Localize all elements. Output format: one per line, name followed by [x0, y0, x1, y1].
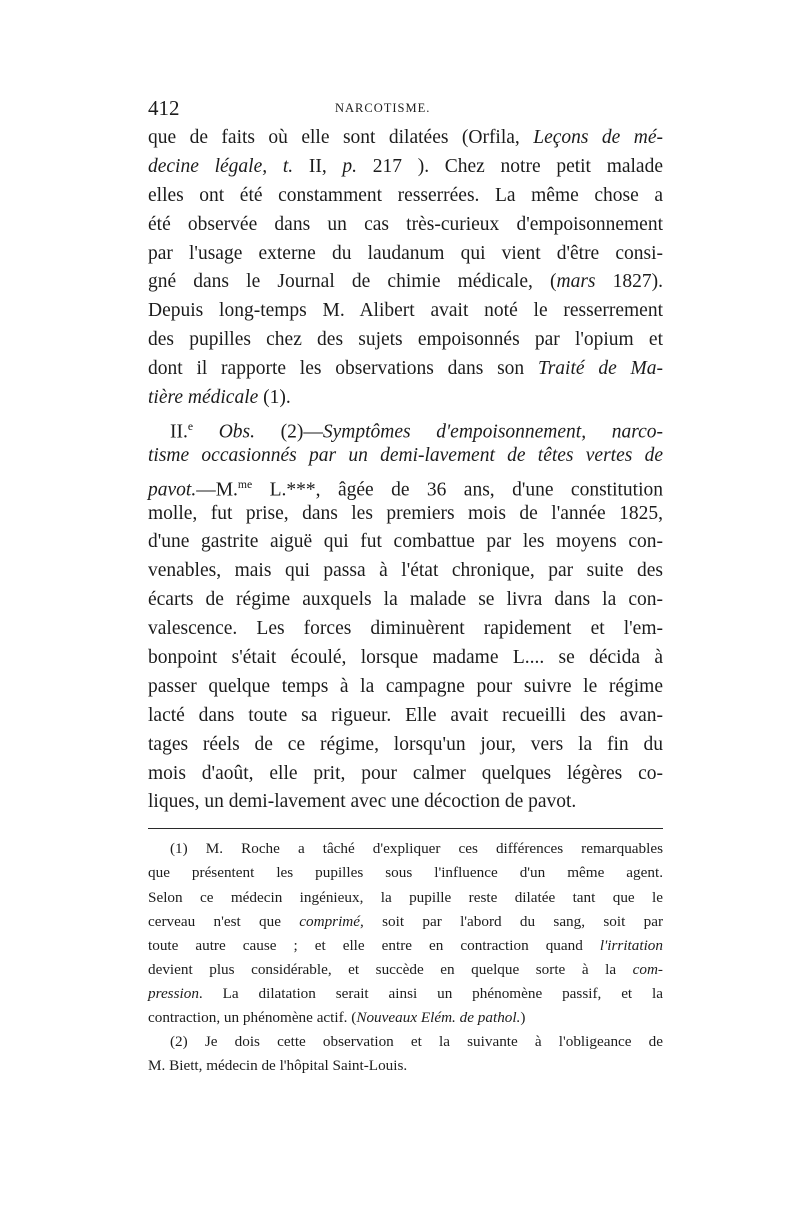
body-line-segment: pavot.: [148, 479, 197, 501]
running-title: NARCOTISME.: [335, 101, 431, 115]
footnote-line: [148, 910, 663, 934]
body-line: [148, 615, 663, 644]
body-line-segment: tages réels de ce régime, lorsqu'un jour, vers la fin du: [148, 733, 663, 755]
body-line-segment: me: [237, 477, 253, 491]
body-line: [148, 124, 663, 153]
body-line: [148, 326, 663, 355]
footnote-line-segment: toute autre cause ; et elle entre en contraction quand: [148, 936, 600, 954]
footnote-line: [148, 1054, 663, 1078]
footnote-line: [148, 1006, 663, 1030]
body-line: [148, 557, 663, 586]
body-line: [148, 644, 663, 673]
body-line: [148, 297, 663, 326]
body-line: [148, 586, 663, 615]
body-line-segment: été observée dans un cas très-curieux d'empoisonnement: [148, 213, 663, 235]
body-line-segment: bonpoint s'était écoulé, lorsque madame L.... se décida à: [148, 647, 663, 669]
body-line: [148, 442, 663, 471]
footnote-line: [148, 886, 663, 910]
body-line-segment: lacté dans toute sa rigueur. Elle avait recueilli des avan-: [148, 704, 663, 726]
body-line-segment: Depuis long-temps M. Alibert avait noté le resserrement: [148, 300, 663, 322]
footnote-line-segment: l'irritation: [599, 936, 663, 954]
body-line-segment: 1827).: [595, 271, 663, 293]
body-line-segment: 217 ). Chez notre petit malade: [357, 155, 663, 177]
body-line: [148, 182, 663, 211]
body-line-segment: molle, fut prise, dans les premiers mois de l'année 1825,: [148, 502, 663, 524]
footnote-line: [148, 982, 663, 1006]
body-line-segment: (1).: [258, 387, 291, 409]
body-line: [148, 268, 663, 297]
body-line-segment: écarts de régime auxquels la malade se livra dans la con-: [148, 589, 663, 611]
body-line-segment: mars: [556, 271, 596, 293]
body-line-segment: II,: [293, 155, 343, 177]
body-line-segment: d'une gastrite aiguë qui fut combattue par les moyens con-: [148, 531, 663, 553]
body-line-segment: p.: [342, 155, 358, 177]
body-line: [148, 673, 663, 702]
body-line-segment: decine légale, t.: [148, 155, 294, 177]
footnote-line-segment: comprimé: [299, 912, 361, 930]
footnote-line-segment: com-: [632, 960, 663, 978]
body-line-segment: —M.: [196, 479, 238, 501]
body-line-segment: L.***, âgée de 36 ans, d'une constitution: [252, 479, 663, 501]
footnote-line-segment: devient plus considérable, et succède en quelque sorte à la: [148, 960, 633, 978]
body-line-segment: liques, un demi-lavement avec une décoction de pavot.: [148, 791, 577, 813]
body-line: [148, 500, 663, 529]
body-line: [148, 788, 663, 817]
footnote-line-segment: , soit par l'abord du sang, soit par: [360, 912, 663, 930]
footnote-line-segment: Nouveaux Elém. de pathol.: [356, 1009, 521, 1027]
footnote-line: [148, 1030, 663, 1054]
body-line-segment: Symptômes d'empoisonnement, narco-: [322, 421, 663, 443]
body-line-segment: [193, 421, 219, 442]
footnote-line-segment: ): [520, 1009, 526, 1027]
body-line-segment: mois d'août, elle prit, pour calmer quelques légères co-: [148, 762, 663, 784]
footnote-line-segment: contraction, un phénomène actif. (: [148, 1009, 357, 1027]
footnote-line: [148, 934, 663, 958]
book-page: [148, 96, 663, 1078]
footnotes: [148, 837, 663, 1078]
body-line-segment: venables, mais qui passa à l'état chronique, par suite des: [148, 560, 663, 582]
body-line: [148, 731, 663, 760]
body-line: [148, 211, 663, 240]
body-line: [148, 153, 663, 182]
body-line-segment: tisme occasionnés par un demi-lavement de têtes vertes de: [148, 444, 663, 466]
footnote-line-segment: Selon ce médecin ingénieux, la pupille reste dilatée tant que le: [148, 888, 663, 906]
footnote-line-segment: cerveau n'est que: [148, 912, 300, 930]
footnote-line-segment: que présentent les pupilles sous l'influence d'un même agent.: [148, 864, 663, 882]
body-line-segment: Obs.: [218, 421, 255, 443]
footnote-line-segment: . La dilatation serait ainsi un phénomène passif, et la: [198, 984, 663, 1002]
body-line-segment: tière médicale: [148, 387, 259, 409]
body-text: [148, 124, 663, 817]
body-line: [148, 384, 663, 413]
footnote-line-segment: (2) Je dois cette observation et la suivante à l'obligeance de: [170, 1033, 663, 1051]
body-line-segment: (2)—: [255, 421, 323, 443]
body-line-segment: valescence. Les forces diminuèrent rapidement et l'em-: [148, 618, 663, 640]
body-line: [148, 471, 663, 500]
footnote-line-segment: M. Biett, médecin de l'hôpital Saint-Louis.: [148, 1057, 408, 1075]
body-line-segment: e: [187, 419, 194, 433]
footnote-line: [148, 958, 663, 982]
body-line-segment: gné dans le Journal de chimie médicale, (: [148, 271, 557, 293]
body-line: [148, 702, 663, 731]
page-number: 412: [148, 96, 180, 120]
body-line-segment: des pupilles chez des sujets empoisonnés par l'opium et: [148, 329, 663, 351]
footnote-line: [148, 861, 663, 885]
body-line-segment: Leçons de mé-: [533, 127, 663, 148]
body-line: [148, 355, 663, 384]
footnote-rule: [148, 828, 663, 829]
body-line-segment: elles ont été constamment resserrées. La même chose a: [148, 184, 663, 206]
body-line-segment: Traité de Ma-: [537, 358, 663, 380]
footnote-line-segment: pression: [148, 984, 199, 1002]
body-line-segment: II.: [170, 421, 188, 443]
footnote-line-segment: (1) M. Roche a tâché d'expliquer ces différences remarquables: [170, 840, 663, 858]
body-line: [148, 413, 663, 442]
body-line-segment: dont il rapporte les observations dans son: [148, 358, 538, 380]
page-header: [148, 96, 663, 126]
body-line-segment: par l'usage externe du laudanum qui vient d'être consi-: [148, 242, 663, 264]
footnote-line: [148, 837, 663, 861]
body-line-segment: que de faits où elle sont dilatées (Orfila,: [148, 127, 534, 148]
body-line: [148, 760, 663, 789]
body-line-segment: passer quelque temps à la campagne pour suivre le régime: [148, 675, 663, 697]
body-line: [148, 528, 663, 557]
body-line: [148, 240, 663, 269]
